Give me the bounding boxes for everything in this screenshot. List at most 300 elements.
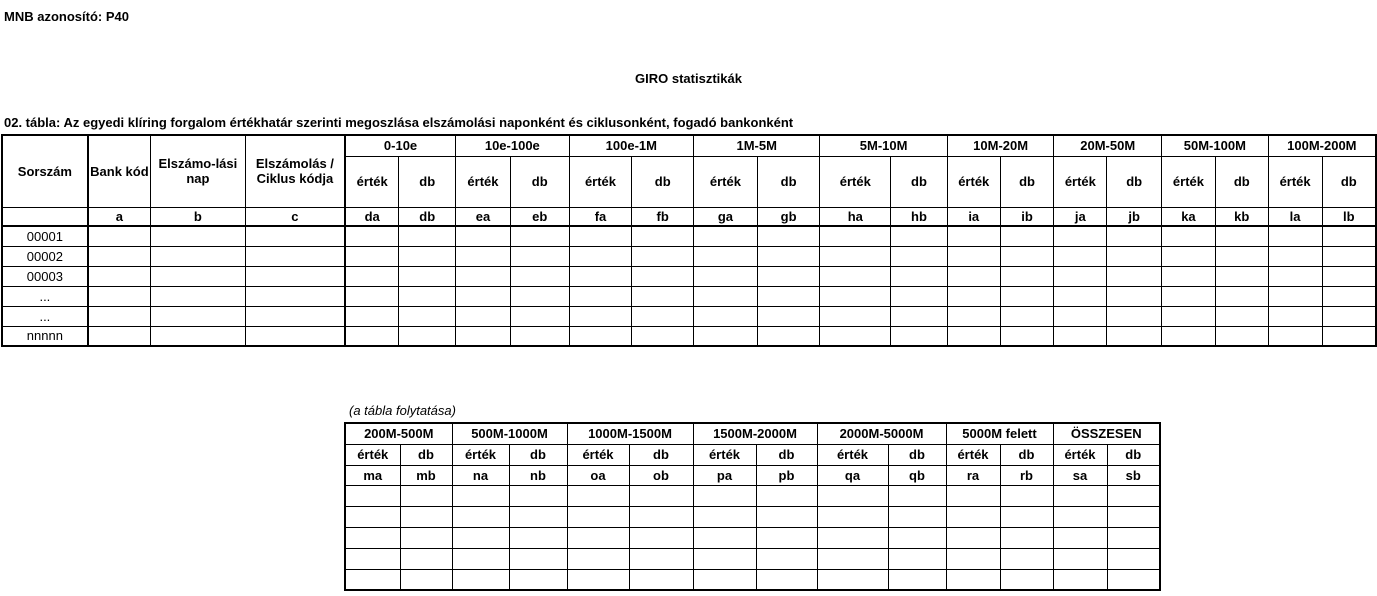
data-cell — [888, 548, 946, 569]
continuation-note: (a tábla folytatása) — [349, 403, 456, 418]
data-cell — [1215, 326, 1268, 346]
cont-subheader-db: db — [1000, 444, 1053, 465]
data-cell — [509, 527, 567, 548]
data-cell — [1162, 246, 1216, 266]
data-cell — [345, 286, 399, 306]
data-cell — [151, 266, 246, 286]
data-cell — [510, 306, 569, 326]
cont-subheader-ertek: érték — [345, 444, 400, 465]
subheader-ertek: érték — [345, 156, 399, 207]
cont-code-na: na — [452, 465, 509, 485]
data-cell — [1107, 226, 1162, 246]
data-cell — [1268, 226, 1322, 246]
data-cell — [400, 569, 452, 590]
data-cell — [1107, 286, 1162, 306]
data-cell — [1053, 548, 1107, 569]
header-code-b: b — [151, 207, 246, 226]
data-cell — [1107, 506, 1160, 527]
data-cell — [820, 246, 891, 266]
data-cell — [947, 306, 1000, 326]
data-cell — [757, 306, 820, 326]
table-row — [345, 527, 1160, 548]
cont-subheader-ertek: érték — [817, 444, 888, 465]
data-cell — [245, 266, 345, 286]
code-kb: kb — [1215, 207, 1268, 226]
data-cell — [400, 485, 452, 506]
data-cell — [694, 226, 758, 246]
subheader-ertek: érték — [1054, 156, 1107, 207]
data-cell — [1000, 266, 1054, 286]
data-cell — [947, 226, 1000, 246]
data-cell — [693, 527, 756, 548]
data-cell — [694, 286, 758, 306]
data-cell — [817, 485, 888, 506]
data-cell — [820, 306, 891, 326]
subheader-db: db — [891, 156, 948, 207]
data-cell — [1107, 266, 1162, 286]
data-cell — [1000, 246, 1054, 266]
data-cell — [567, 548, 629, 569]
subheader-ertek: érték — [1268, 156, 1322, 207]
data-cell — [756, 506, 817, 527]
data-cell — [1322, 246, 1376, 266]
data-cell — [452, 569, 509, 590]
data-cell — [1000, 485, 1053, 506]
cont-code-pa: pa — [693, 465, 756, 485]
row-number: ... — [2, 286, 88, 306]
table-row — [345, 548, 1160, 569]
cont-range-header-4: 2000M-5000M — [817, 423, 946, 444]
data-cell — [632, 226, 694, 246]
data-cell — [345, 246, 399, 266]
data-cell — [1107, 326, 1162, 346]
data-cell — [567, 569, 629, 590]
row-number: 00001 — [2, 226, 88, 246]
cont-range-header-3: 1500M-2000M — [693, 423, 817, 444]
range-header-1: 10e-100e — [456, 135, 570, 156]
data-cell — [629, 548, 693, 569]
data-cell — [891, 326, 948, 346]
data-cell — [1000, 569, 1053, 590]
table-row — [2, 306, 1376, 326]
code-lb: lb — [1322, 207, 1376, 226]
data-cell — [946, 485, 1000, 506]
data-cell — [694, 246, 758, 266]
data-cell — [1322, 226, 1376, 246]
data-cell — [456, 326, 511, 346]
data-cell — [693, 485, 756, 506]
data-cell — [693, 548, 756, 569]
code-ib: ib — [1000, 207, 1054, 226]
data-cell — [151, 286, 246, 306]
data-cell — [569, 266, 632, 286]
row-number: ... — [2, 306, 88, 326]
main-table — [1, 134, 1377, 347]
range-header-6: 20M-50M — [1054, 135, 1162, 156]
data-cell — [1268, 306, 1322, 326]
data-cell — [569, 246, 632, 266]
cont-code-qa: qa — [817, 465, 888, 485]
table-row — [345, 569, 1160, 590]
data-cell — [756, 548, 817, 569]
data-cell — [756, 485, 817, 506]
code-ga: ga — [694, 207, 758, 226]
data-cell — [888, 527, 946, 548]
cont-range-header-2: 1000M-1500M — [567, 423, 693, 444]
data-cell — [888, 569, 946, 590]
data-cell — [1054, 326, 1107, 346]
data-cell — [756, 527, 817, 548]
data-cell — [245, 306, 345, 326]
cont-subheader-db: db — [756, 444, 817, 465]
data-cell — [456, 246, 511, 266]
data-cell — [1107, 485, 1160, 506]
row-number: 00003 — [2, 266, 88, 286]
data-cell — [1322, 266, 1376, 286]
data-cell — [510, 246, 569, 266]
data-cell — [1053, 506, 1107, 527]
data-cell — [891, 306, 948, 326]
data-cell — [756, 569, 817, 590]
data-cell — [245, 226, 345, 246]
table-row — [345, 506, 1160, 527]
range-header-2: 100e-1M — [569, 135, 693, 156]
cont-subheader-ertek: érték — [693, 444, 756, 465]
data-cell — [569, 286, 632, 306]
data-cell — [694, 326, 758, 346]
data-cell — [693, 506, 756, 527]
data-cell — [1268, 266, 1322, 286]
code-da: da — [345, 207, 399, 226]
data-cell — [1054, 266, 1107, 286]
table-row — [2, 266, 1376, 286]
data-cell — [1000, 226, 1054, 246]
range-header-8: 100M-200M — [1268, 135, 1376, 156]
data-cell — [1322, 326, 1376, 346]
subheader-db: db — [757, 156, 820, 207]
cont-subheader-db: db — [1107, 444, 1160, 465]
range-header-7: 50M-100M — [1162, 135, 1269, 156]
data-cell — [820, 266, 891, 286]
header-code-empty — [2, 207, 88, 226]
row-number: nnnnn — [2, 326, 88, 346]
data-cell — [510, 326, 569, 346]
subheader-ertek: érték — [947, 156, 1000, 207]
row-number: 00002 — [2, 246, 88, 266]
table-row — [2, 246, 1376, 266]
header-code-c: c — [245, 207, 345, 226]
data-cell — [345, 266, 399, 286]
data-cell — [345, 326, 399, 346]
data-cell — [345, 506, 400, 527]
cont-subheader-ertek: érték — [452, 444, 509, 465]
subheader-ertek: érték — [1162, 156, 1216, 207]
data-cell — [1162, 266, 1216, 286]
data-cell — [1054, 306, 1107, 326]
subheader-db: db — [1322, 156, 1376, 207]
data-cell — [88, 286, 151, 306]
cont-subheader-db: db — [629, 444, 693, 465]
data-cell — [629, 506, 693, 527]
cont-range-header-5: 5000M felett — [946, 423, 1053, 444]
data-cell — [399, 226, 456, 246]
data-cell — [1000, 286, 1054, 306]
code-ja: ja — [1054, 207, 1107, 226]
range-header-3: 1M-5M — [694, 135, 820, 156]
cont-subheader-db: db — [400, 444, 452, 465]
data-cell — [345, 485, 400, 506]
data-cell — [817, 569, 888, 590]
data-cell — [1053, 485, 1107, 506]
data-cell — [509, 485, 567, 506]
data-cell — [1000, 506, 1053, 527]
data-cell — [817, 506, 888, 527]
data-cell — [151, 246, 246, 266]
data-cell — [452, 485, 509, 506]
data-cell — [1162, 306, 1216, 326]
data-cell — [1215, 266, 1268, 286]
data-cell — [1054, 246, 1107, 266]
data-cell — [693, 569, 756, 590]
cont-subheader-ertek: érték — [1053, 444, 1107, 465]
subheader-db: db — [632, 156, 694, 207]
code-jb: jb — [1107, 207, 1162, 226]
subheader-ertek: érték — [820, 156, 891, 207]
data-cell — [1322, 306, 1376, 326]
data-cell — [509, 548, 567, 569]
data-cell — [1215, 246, 1268, 266]
table-row — [345, 485, 1160, 506]
data-cell — [399, 266, 456, 286]
data-cell — [399, 246, 456, 266]
table-row — [2, 226, 1376, 246]
cont-subheader-db: db — [509, 444, 567, 465]
data-cell — [946, 569, 1000, 590]
data-cell — [245, 326, 345, 346]
cont-range-header-6: ÖSSZESEN — [1053, 423, 1160, 444]
data-cell — [1268, 246, 1322, 266]
data-cell — [1107, 548, 1160, 569]
data-cell — [757, 326, 820, 346]
data-cell — [1107, 569, 1160, 590]
data-cell — [151, 326, 246, 346]
data-cell — [757, 246, 820, 266]
table-row — [2, 286, 1376, 306]
header-code-a: a — [88, 207, 151, 226]
data-cell — [1268, 286, 1322, 306]
subheader-ertek: érték — [456, 156, 511, 207]
data-cell — [399, 326, 456, 346]
mnb-identifier: MNB azonosító: P40 — [4, 9, 129, 24]
data-cell — [946, 506, 1000, 527]
data-cell — [891, 286, 948, 306]
data-cell — [946, 527, 1000, 548]
data-cell — [1054, 226, 1107, 246]
data-cell — [510, 286, 569, 306]
data-cell — [891, 226, 948, 246]
subheader-ertek: érték — [694, 156, 758, 207]
cont-code-oa: oa — [567, 465, 629, 485]
data-cell — [456, 266, 511, 286]
data-cell — [632, 266, 694, 286]
code-hb: hb — [891, 207, 948, 226]
data-cell — [947, 286, 1000, 306]
code-fb: fb — [632, 207, 694, 226]
code-gb: gb — [757, 207, 820, 226]
cont-code-ob: ob — [629, 465, 693, 485]
code-fa: fa — [569, 207, 632, 226]
cont-subheader-ertek: érték — [567, 444, 629, 465]
data-cell — [456, 226, 511, 246]
cont-range-header-1: 500M-1000M — [452, 423, 567, 444]
data-cell — [88, 226, 151, 246]
data-cell — [400, 506, 452, 527]
table-row — [2, 326, 1376, 346]
cont-code-nb: nb — [509, 465, 567, 485]
data-cell — [345, 548, 400, 569]
data-cell — [399, 306, 456, 326]
data-cell — [569, 326, 632, 346]
data-cell — [1000, 527, 1053, 548]
header-bank-kod: Bank kód — [88, 135, 151, 207]
data-cell — [632, 306, 694, 326]
data-cell — [1215, 226, 1268, 246]
data-cell — [820, 286, 891, 306]
cont-code-mb: mb — [400, 465, 452, 485]
cont-code-pb: pb — [756, 465, 817, 485]
data-cell — [946, 548, 1000, 569]
data-cell — [694, 306, 758, 326]
subheader-db: db — [1215, 156, 1268, 207]
data-cell — [1053, 569, 1107, 590]
continuation-table — [344, 422, 1161, 591]
cont-code-sa: sa — [1053, 465, 1107, 485]
data-cell — [509, 506, 567, 527]
data-cell — [1000, 326, 1054, 346]
data-cell — [345, 306, 399, 326]
data-cell — [1215, 306, 1268, 326]
data-cell — [88, 326, 151, 346]
data-cell — [632, 326, 694, 346]
data-cell — [1107, 527, 1160, 548]
data-cell — [947, 326, 1000, 346]
code-eb: eb — [510, 207, 569, 226]
cont-subheader-db: db — [888, 444, 946, 465]
page-title: GIRO statisztikák — [635, 71, 742, 86]
data-cell — [1107, 306, 1162, 326]
data-cell — [1054, 286, 1107, 306]
data-cell — [399, 286, 456, 306]
cont-code-ra: ra — [946, 465, 1000, 485]
header-sorszam: Sorszám — [2, 135, 88, 207]
data-cell — [400, 527, 452, 548]
data-cell — [567, 506, 629, 527]
header-elszamolasi-nap: Elszámo-lási nap — [151, 135, 246, 207]
data-cell — [1162, 286, 1216, 306]
data-cell — [510, 266, 569, 286]
code-ea: ea — [456, 207, 511, 226]
data-cell — [151, 306, 246, 326]
data-cell — [452, 548, 509, 569]
data-cell — [245, 246, 345, 266]
table-caption: 02. tábla: Az egyedi klíring forgalom értékhatár szerinti megoszlása elszámolási naponként és ciklusonként, fogadó bankonként — [4, 115, 794, 130]
code-db: db — [399, 207, 456, 226]
data-cell — [891, 246, 948, 266]
code-ha: ha — [820, 207, 891, 226]
data-cell — [1053, 527, 1107, 548]
header-ciklus-kod: Elszámolás / Ciklus kódja — [245, 135, 345, 207]
code-ka: ka — [1162, 207, 1216, 226]
data-cell — [456, 306, 511, 326]
data-cell — [1162, 326, 1216, 346]
cont-range-header-0: 200M-500M — [345, 423, 452, 444]
data-cell — [888, 485, 946, 506]
data-cell — [569, 226, 632, 246]
data-cell — [88, 306, 151, 326]
data-cell — [757, 266, 820, 286]
data-cell — [567, 485, 629, 506]
cont-code-rb: rb — [1000, 465, 1053, 485]
range-header-4: 5M-10M — [820, 135, 947, 156]
data-cell — [245, 286, 345, 306]
data-cell — [1000, 548, 1053, 569]
data-cell — [345, 527, 400, 548]
data-cell — [1000, 306, 1054, 326]
subheader-db: db — [510, 156, 569, 207]
data-cell — [509, 569, 567, 590]
data-cell — [452, 506, 509, 527]
data-cell — [629, 527, 693, 548]
data-cell — [400, 548, 452, 569]
data-cell — [817, 548, 888, 569]
data-cell — [1162, 226, 1216, 246]
data-cell — [345, 226, 399, 246]
subheader-db: db — [1107, 156, 1162, 207]
subheader-ertek: érték — [569, 156, 632, 207]
data-cell — [820, 226, 891, 246]
data-cell — [632, 246, 694, 266]
range-header-0: 0-10e — [345, 135, 456, 156]
data-cell — [817, 527, 888, 548]
data-cell — [891, 266, 948, 286]
data-cell — [629, 569, 693, 590]
cont-code-qb: qb — [888, 465, 946, 485]
data-cell — [757, 286, 820, 306]
data-cell — [757, 226, 820, 246]
data-cell — [88, 266, 151, 286]
data-cell — [151, 226, 246, 246]
subheader-db: db — [399, 156, 456, 207]
data-cell — [510, 226, 569, 246]
subheader-db: db — [1000, 156, 1054, 207]
data-cell — [456, 286, 511, 306]
data-cell — [567, 527, 629, 548]
data-cell — [452, 527, 509, 548]
data-cell — [345, 569, 400, 590]
code-la: la — [1268, 207, 1322, 226]
data-cell — [1322, 286, 1376, 306]
data-cell — [694, 266, 758, 286]
code-ia: ia — [947, 207, 1000, 226]
data-cell — [1215, 286, 1268, 306]
data-cell — [88, 246, 151, 266]
range-header-5: 10M-20M — [947, 135, 1054, 156]
data-cell — [947, 246, 1000, 266]
data-cell — [632, 286, 694, 306]
cont-code-sb: sb — [1107, 465, 1160, 485]
cont-code-ma: ma — [345, 465, 400, 485]
data-cell — [629, 485, 693, 506]
